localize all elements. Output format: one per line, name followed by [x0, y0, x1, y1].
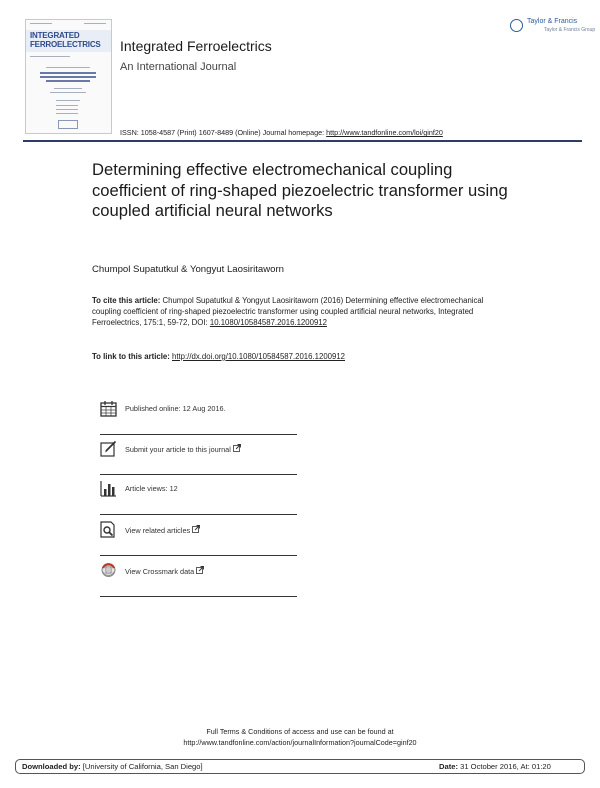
citation-text: Chumpol Supatutkul & Yongyut Laosiritaworn (2016) Determining effective electromechanical coupling coefficient of ring-shaped piezoelectric transformer using coupled artificial neural networks, Integrated Ferroelectrics, 175:1, 59-72, DOI:: [92, 296, 484, 327]
divider: [100, 596, 297, 597]
downloaded-by-value: [University of California, San Diego]: [80, 762, 203, 771]
related-search-icon: [100, 521, 117, 538]
crossmark-item[interactable]: [100, 562, 297, 602]
journal-homepage-link[interactable]: http://www.tandfonline.com/loi/ginf20: [326, 128, 443, 137]
downloaded-by-label: Downloaded by:: [22, 762, 81, 771]
header-rule: [23, 140, 582, 142]
divider: [100, 514, 297, 515]
published-online-label: Published online: 12 Aug 2016.: [125, 404, 226, 413]
article-link-line: [92, 352, 345, 361]
downloaded-by: [22, 762, 203, 771]
external-link-icon: [196, 566, 204, 574]
published-online-item: [100, 400, 297, 440]
cover-title: INTEGRATED FERROELECTRICS: [30, 31, 101, 49]
link-label: To link to this article:: [92, 352, 170, 361]
submit-article-link[interactable]: Submit your article to this journal: [125, 444, 241, 454]
publisher-name: Taylor & Francis: [527, 18, 578, 25]
article-title: Determining effective electromechanical coupling coefficient of ring-shaped piezoelectric transformer using coupled artificial neural networks: [92, 160, 508, 220]
related-articles-link[interactable]: View related articles: [125, 525, 200, 535]
issn-line: [120, 128, 443, 137]
divider: [100, 434, 297, 435]
issn-text: ISSN: 1058-4587 (Print) 1607-8489 (Online) Journal homepage:: [120, 128, 327, 137]
article-doi-link[interactable]: http://dx.doi.org/10.1080/10584587.2016.1200912: [172, 352, 345, 361]
publisher-logo[interactable]: [510, 17, 596, 35]
download-date-label: Date:: [439, 762, 458, 771]
article-views-label: Article views: 12: [125, 484, 178, 493]
journal-cover-thumbnail: [25, 19, 112, 134]
citation-doi-link[interactable]: 10.1080/10584587.2016.1200912: [209, 317, 327, 327]
terms-link[interactable]: http://www.tandfonline.com/action/journalInformation?journalCode=ginf20: [183, 738, 417, 747]
external-link-icon: [233, 444, 241, 452]
journal-subtitle: An International Journal: [120, 61, 237, 73]
crossmark-link[interactable]: View Crossmark data: [125, 566, 204, 576]
submit-article-item[interactable]: [100, 440, 297, 480]
external-link-icon: [192, 525, 200, 533]
download-date: [439, 762, 551, 771]
divider: [100, 555, 297, 556]
submit-pen-icon: [100, 440, 117, 457]
bar-chart-icon: [100, 480, 117, 497]
citation-block: [92, 296, 492, 328]
related-articles-item[interactable]: [100, 521, 297, 561]
publisher-logo-icon: [510, 19, 523, 32]
download-date-value: 31 October 2016, At: 01:20: [458, 762, 551, 771]
citation-label: To cite this article:: [92, 296, 161, 305]
divider: [100, 474, 297, 475]
cover-publisher-logo: [58, 120, 78, 129]
article-authors: Chumpol Supatutkul & Yongyut Laosiritaworn: [92, 264, 284, 275]
publisher-group: Taylor & Francis Group: [544, 27, 596, 33]
journal-title[interactable]: Integrated Ferroelectrics: [120, 38, 272, 54]
calendar-icon: [100, 400, 117, 417]
terms-text: Full Terms & Conditions of access and use can be found at: [206, 727, 394, 736]
article-views-item: [100, 480, 297, 520]
crossmark-icon: [100, 562, 117, 579]
